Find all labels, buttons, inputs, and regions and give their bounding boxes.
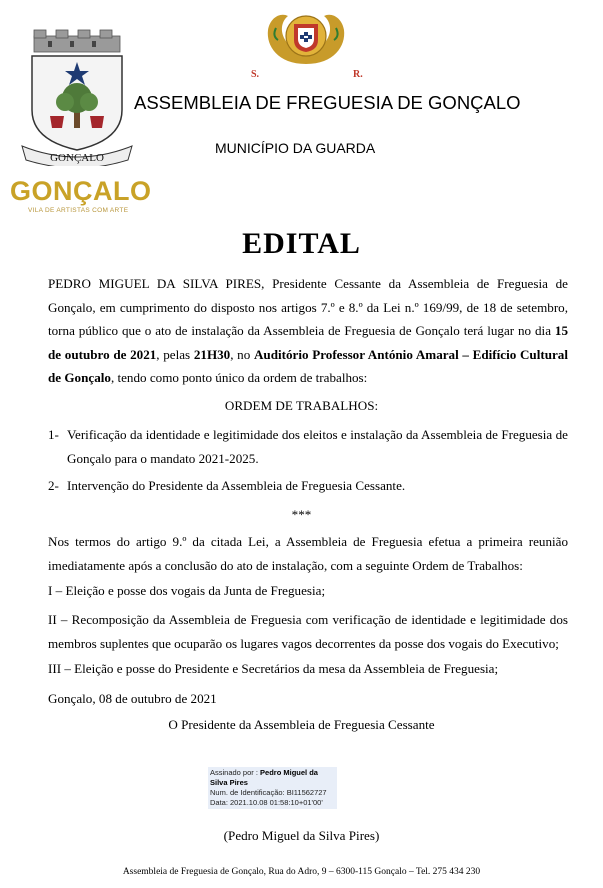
parish-crest-logo [18, 28, 136, 166]
order-item: III – Eleição e posse do Presidente e Secretários da mesa da Assembleia de Freguesia; [48, 661, 499, 676]
agenda-item: 2- Intervenção do Presidente da Assembleia de Freguesia Cessante. [48, 478, 406, 493]
meeting-date: 15 de outubro de 2021 [48, 323, 568, 362]
order-item: II – Recomposição da Assembleia de Freguesia com verificação de identidade e legitimidade dos membros suplentes que ocuparão os lugares vagos decorrentes da posse dos vogais do Executivo; [48, 612, 568, 651]
portuguese-coat-of-arms-logo [258, 6, 354, 68]
meeting-place: Auditório Professor António Amaral – Edifício Cultural de Gonçalo [48, 346, 568, 386]
followup-paragraph: Nos termos do artigo 9.º da citada Lei, a Assembleia de Freguesia efetua a primeira reunião imediatamente após a conclusão do ato de instalação, com a seguinte Ordem de Trabalhos: [48, 534, 568, 573]
place-date: Gonçalo, 08 de outubro de 2021 [48, 691, 217, 706]
signatory-name: (Pedro Miguel da Silva Pires) [223, 828, 380, 843]
sr-right-label: R. [353, 69, 363, 80]
footer-address: Assembleia de Freguesia de Gonçalo, Rua do Adro, 9 – 6300-115 Gonçalo – Tel. 275 434 230 [122, 867, 481, 877]
intro-paragraph: PEDRO MIGUEL DA SILVA PIRES, Presidente Cessante da Assembleia de Freguesia de Gonçalo, em cumprimento do disposto nos artigos 7.º e 8.º da Lei n.º 169/99, de 18 de setembro, torna público que o ato de instalação da Assembleia de Freguesia de Gonçalo terá lugar no dia 15 de outubro de 2021, pelas 21H30, no Auditório Professor António Amaral – Edifício Cultural de Gonçalo, tendo como ponto único da ordem de trabalhos: [48, 276, 568, 386]
brand-tagline: VILA DE ARTISTAS COM ARTE [28, 207, 129, 214]
organization-title: ASSEMBLEIA DE FREGUESIA DE GONÇALO [134, 92, 521, 113]
municipality-title: MUNICÍPIO DA GUARDA [215, 140, 376, 156]
digital-signature-box: Assinado por : Pedro Miguel da Silva Pires Num. de Identificação: BI11562727 Data: 2021.10.08 01:58:10+01'00' [208, 767, 337, 809]
signer-name: Pedro Miguel da Silva Pires [210, 768, 318, 787]
agenda-item: 1- Verificação da identidade e legitimidade dos eleitos e instalação da Assembleia de Freguesia de Gonçalo para o mandato 2021-2025. [48, 427, 568, 466]
agenda-heading: ORDEM DE TRABALHOS: [224, 398, 379, 413]
signatory-role: O Presidente da Assembleia de Freguesia Cessante [168, 717, 435, 732]
separator: *** [291, 507, 312, 522]
order-item: I – Eleição e posse dos vogais da Junta de Freguesia; [48, 583, 326, 598]
brand-logo-text: GONÇALO [10, 176, 152, 206]
document-title: EDITAL [242, 227, 361, 260]
crest-text: GONÇALO [50, 152, 104, 164]
sr-left-label: S. [251, 69, 260, 80]
meeting-time: 21H30 [193, 346, 231, 362]
